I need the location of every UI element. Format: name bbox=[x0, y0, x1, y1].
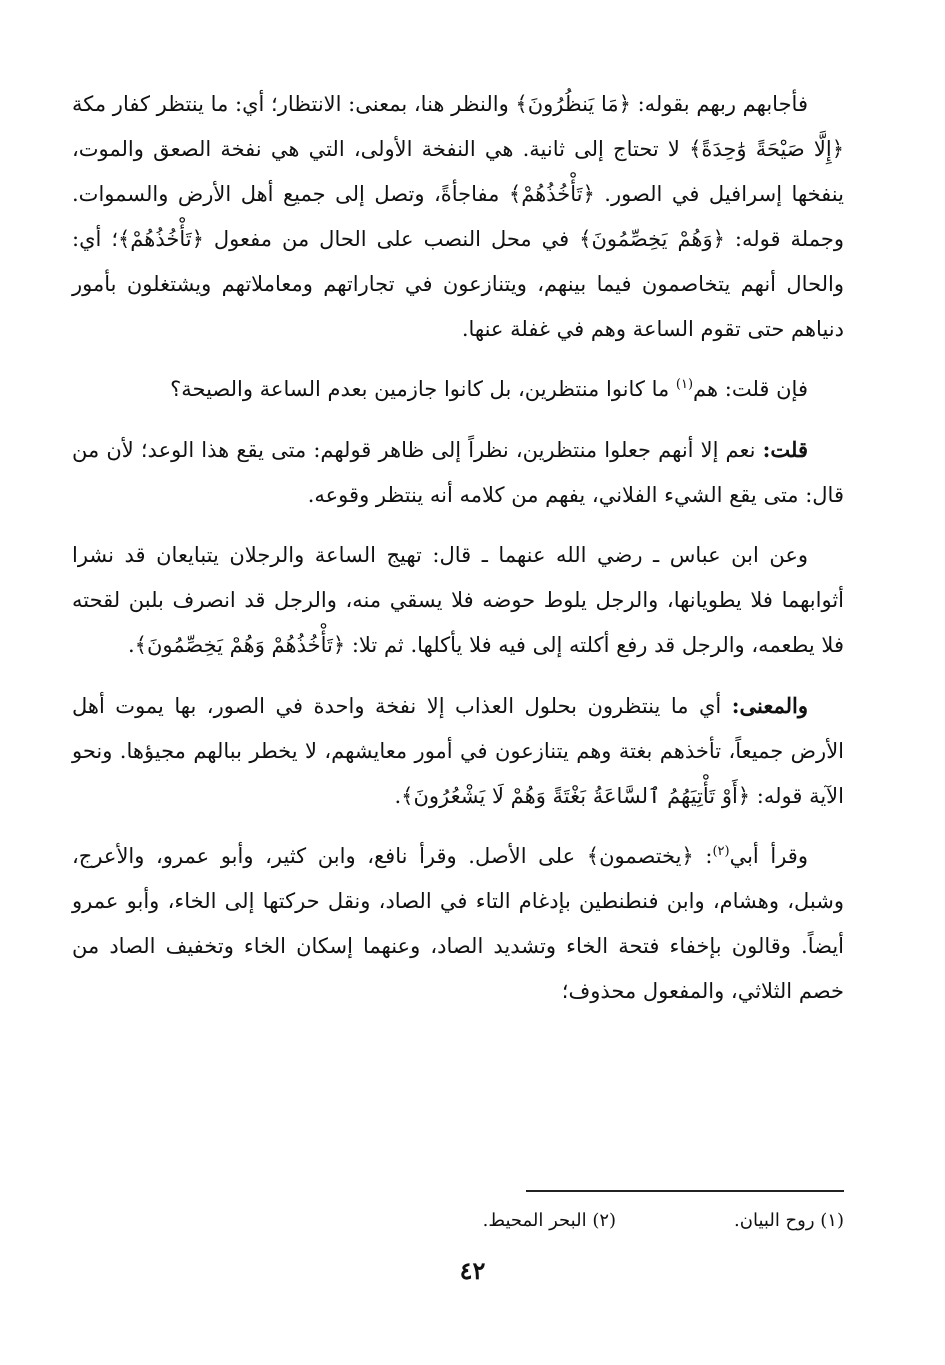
footnote-ref-1: (١) bbox=[675, 377, 694, 392]
paragraph-5-text: أي ما ينتظرون بحلول العذاب إلا نفخة واحدة في الصور، بها يموت أهل الأرض جميعاً، تأخذهم بغتة وهم يتنازعون في أمور معايشهم، لا يخطر ببالهم مجيؤها. ونحو الآية قوله: ﴿أَوْ تَأْتِيَهُمُ ٱلسَّاعَةُ بَغْتَةً وَهُمْ لَا يَشْعُرُونَ﴾. bbox=[72, 694, 844, 808]
paragraph-1 bbox=[72, 82, 844, 352]
footnote-2: (٢) البحر المحيط. bbox=[482, 1210, 617, 1231]
footnote-1: (١) روح البيان. bbox=[734, 1210, 844, 1231]
paragraph-3 bbox=[72, 427, 844, 518]
paragraph-5 bbox=[72, 683, 844, 819]
paragraph-2-text-before: فإن قلت: هم bbox=[693, 377, 808, 401]
footnotes bbox=[194, 1206, 844, 1236]
paragraph-6-text-before: وقرأ أبي bbox=[729, 844, 808, 868]
page-number: ٤٢ bbox=[459, 1256, 486, 1285]
paragraph-3-text: نعم إلا أنهم جعلوا منتظرين، نظراً إلى ظاهر قولهم: متى يقع هذا الوعد؛ لأن من قال: متى يقع الشيء الفلاني، يفهم من كلامه أنه ينتظر وقوعه. bbox=[72, 438, 844, 507]
paragraph-2-text-after: ما كانوا منتظرين، بل كانوا جازمين بعدم الساعة والصيحة؟ bbox=[170, 377, 676, 401]
paragraph-4-text: وعن ابن عباس ـ رضي الله عنهما ـ قال: تهيج الساعة والرجلان يتبايعان قد نشرا أثوابهما فلا يطويانها، والرجل يلوط حوضه فلا يسقي منه، والرجل قد انصرف بلبن لقحته فلا يطعمه، والرجل قد رفع أكلته إلى فيه فلا يأكلها. ثم تلا: ﴿تَأْخُذُهُمْ وَهُمْ يَخِصِّمُونَ﴾. bbox=[72, 543, 844, 657]
footnote-divider bbox=[526, 1190, 844, 1192]
paragraph-5-lead: والمعنى: bbox=[731, 693, 808, 718]
paragraph-1-text: فأجابهم ربهم بقوله: ﴿مَا يَنظُرُونَ﴾ والنظر هنا، بمعنى: الانتظار؛ أي: ما ينتظر كفار مكة ﴿إِلَّا صَيْحَةً وَٰحِدَةً﴾ لا تحتاج إلى ثانية. هي النفخة الأولى، التي هي نفخة الصعق والموت، ينفخها إسرافيل في الصور. ﴿تَأْخُذُهُمْ﴾ مفاجأةً، وتصل إلى جميع أهل الأرض والسموات. وجملة قوله: ﴿وَهُمْ يَخِصِّمُونَ﴾ في محل النصب على الحال من مفعول ﴿تَأْخُذُهُمْ﴾؛ أي: والحال أنهم يتخاصمون فيما بينهم، ويتنازعون في تجاراتهم ومعاملاتهم ويشتغلون بأمور دنياهم حتى تقوم الساعة وهم في غفلة عنها. bbox=[72, 92, 844, 341]
paragraph-6 bbox=[72, 834, 844, 1014]
paragraph-6-text-after: : ﴿يختصمون﴾ على الأصل. وقرأ نافع، وابن كثير، وأبو عمرو، والأعرج، وشبل، وهشام، وابن فنطنطين بإدغام التاء في الصاد، ونقل حركتها إلى الخاء، وأبو عمرو أيضاً. وقالون بإخفاء فتحة الخاء وتشديد الصاد، وعنهما إسكان الخاء وتخفيف الصاد من خصم الثلاثي، والمفعول محذوف؛ bbox=[72, 844, 844, 1003]
paragraph-2 bbox=[72, 367, 844, 412]
page-body bbox=[72, 82, 844, 1029]
paragraph-4 bbox=[72, 533, 844, 668]
footnote-ref-2: (٢) bbox=[712, 844, 730, 859]
paragraph-3-lead: قلت: bbox=[762, 437, 808, 462]
